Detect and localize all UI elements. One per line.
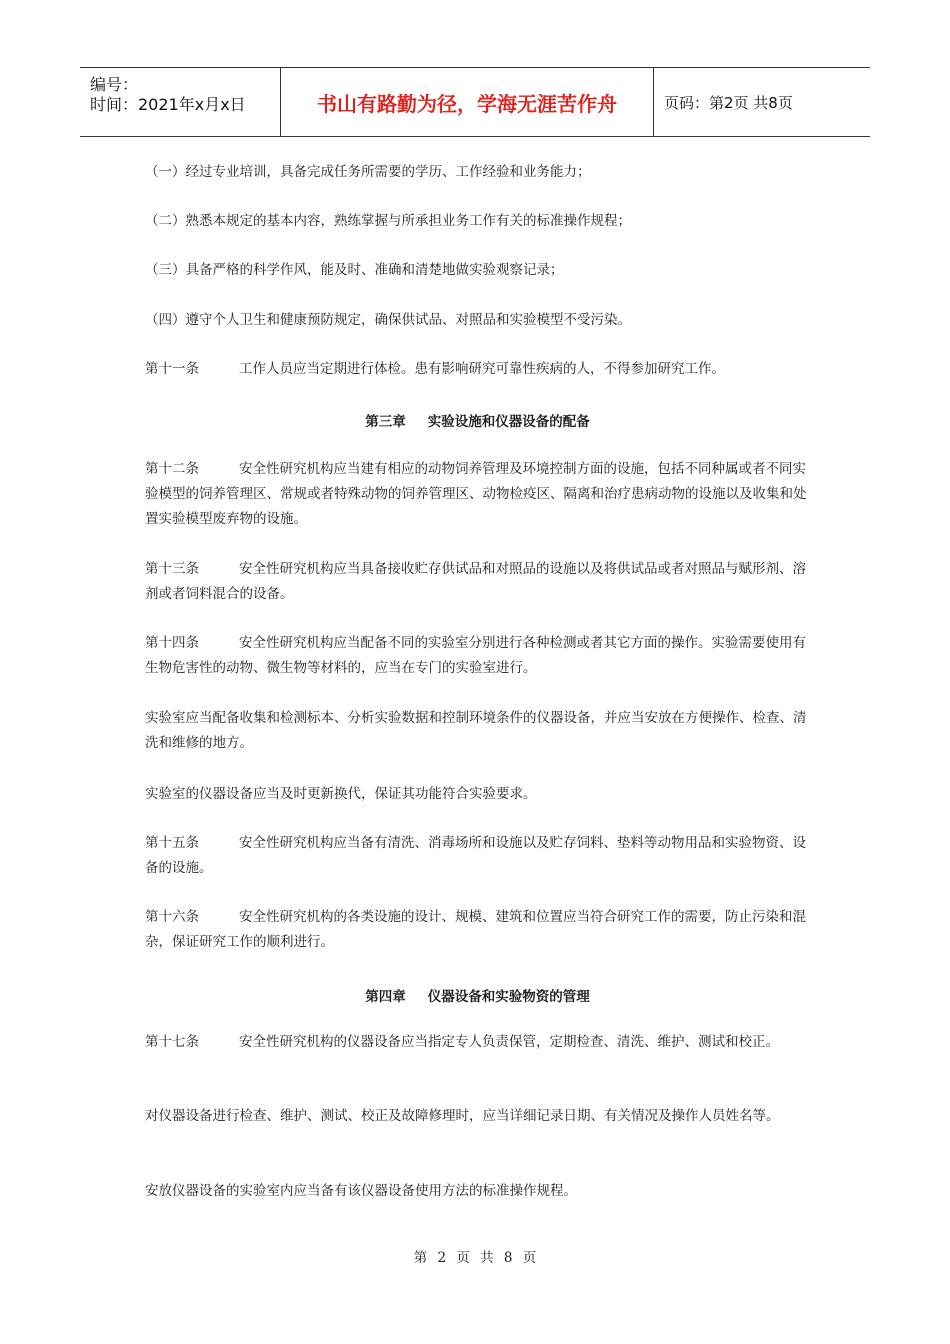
article-17-paragraph-3: 安放仪器设备的实验室内应当备有该仪器设备使用方法的标准操作规程。 (145, 1183, 577, 1199)
article-15 (145, 831, 810, 881)
article-text: 安全性研究机构的各类设施的设计、规模、建筑和位置应当符合研究工作的需要，防止污染和混杂，保证研究工作的顺利进行。 (145, 909, 806, 950)
article-text: 安全性研究机构应当具备接收贮存供试品和对照品的设施以及将供试品或者对照品与赋形剂、溶剂或者饲料混合的设备。 (145, 561, 806, 602)
chapter-number: 第四章 (365, 989, 406, 1005)
qualification-item-2: （二）熟悉本规定的基本内容，熟练掌握与所承担业务工作有关的标准操作规程； (145, 213, 631, 229)
article-number: 第十五条 (145, 835, 199, 851)
article-number: 第十四条 (145, 635, 199, 651)
page-header (80, 67, 870, 137)
article-number: 第十六条 (145, 909, 199, 925)
header-meta (80, 68, 280, 136)
article-13 (145, 557, 810, 607)
document-date-label: 时间：2021年x月x日 (90, 95, 246, 114)
article-text: 安全性研究机构应当备有清洗、消毒场所和设施以及贮存饲料、垫料等动物用品和实验物资、设备的设施。 (145, 835, 806, 876)
qualification-item-3: （三）具备严格的科学作风，能及时、准确和清楚地做实验观察记录； (145, 262, 564, 278)
chapter-title: 仪器设备和实验物资的管理 (427, 989, 590, 1005)
article-number: 第十七条 (145, 1034, 199, 1050)
qualification-item-4: （四）遵守个人卫生和健康预防规定，确保供试品、对照品和实验模型不受污染。 (145, 312, 631, 328)
article-14-paragraph-3: 实验室的仪器设备应当及时更新换代，保证其功能符合实验要求。 (145, 786, 537, 802)
document-number-label: 编号： (90, 75, 139, 94)
article-17-paragraph-2: 对仪器设备进行检查、维护、测试、校正及故障修理时，应当详细记录日期、有关情况及操作人员姓名等。 (145, 1108, 780, 1124)
article-12 (145, 457, 810, 532)
chapter-3-heading (145, 410, 810, 430)
article-text: 安全性研究机构的仪器设备应当指定专人负责保管，定期检查、清洗、维护、测试和校正。 (239, 1034, 779, 1050)
article-number: 第十一条 (145, 361, 199, 377)
article-number: 第十三条 (145, 561, 199, 577)
qualification-item-1: （一）经过专业培训，具备完成任务所需要的学历、工作经验和业务能力； (145, 164, 591, 180)
article-number: 第十二条 (145, 461, 199, 477)
chapter-number: 第三章 (365, 414, 406, 430)
article-14 (145, 631, 810, 681)
article-17 (145, 1030, 810, 1055)
article-text: 安全性研究机构应当配备不同的实验室分别进行各种检测或者其它方面的操作。实验需要使用有生物危害性的动物、微生物等材料的，应当在专门的实验室进行。 (145, 635, 806, 676)
page-footer: 第 2 页 共 8 页 (413, 1250, 537, 1266)
article-16 (145, 905, 810, 955)
header-page-indicator: 页码：第2页 共8页 (664, 93, 793, 112)
article-11 (145, 357, 810, 382)
article-text: 安全性研究机构应当建有相应的动物饲养管理及环境控制方面的设施，包括不同种属或者不同实验模型的饲养管理区、常规或者特殊动物的饲养管理区、动物检疫区、隔离和治疗患病动物的设施以及收集和处置实验模型废弃物的设施。 (145, 461, 807, 527)
article-text: 工作人员应当定期进行体检。患有影响研究可靠性疾病的人，不得参加研究工作。 (239, 361, 725, 377)
chapter-title: 实验设施和仪器设备的配备 (427, 414, 590, 430)
article-14-paragraph-2: 实验室应当配备收集和检测标本、分析实验数据和控制环境条件的仪器设备，并应当安放在方便操作、检查、清洗和维修的地方。 (145, 710, 807, 751)
chapter-4-heading (145, 985, 810, 1005)
header-motto: 书山有路勤为径，学海无涯苦作舟 (280, 68, 654, 136)
